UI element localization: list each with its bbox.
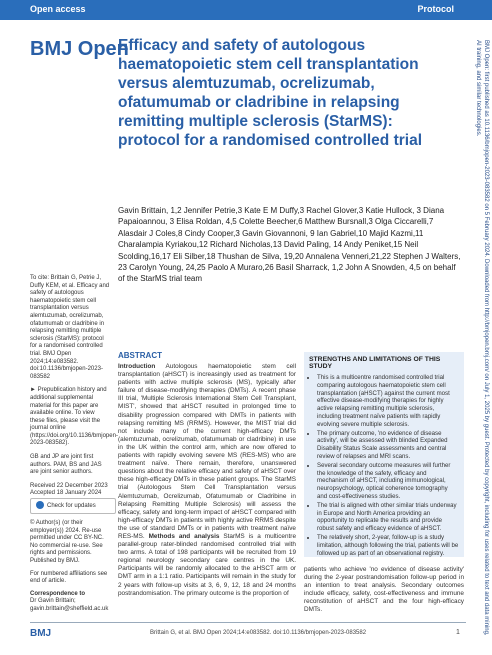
correspondence-email[interactable]: Dr Gavin Brittain; gavin.brittain@sheffield.ac.uk [30,598,109,612]
abstract-text [118,363,296,598]
author-list: Gavin Brittain, 1,2 Jennifer Petrie,3 Kate E M Duffy,3 Rachel Glover,3 Katie Hullock, 3 Diana Papaioannou, 3 Elisa Roldan, 4,5 Colette Beecher,6 Matthew Bursnall,3 Olga Ciccarelli,7 Alasdair J Coles,8 Cindy Cooper,3 Gavin Giovannoni, 9 Ian Gabriel,10 Majid Kazmi,11 Charalampia Kyriakou,12 Richard Nicholas,13 David Paling, 14 Andy Peniket,15 Neil Scolding,16,17 Eli Silber,18 Thushan de Silva, 19,20 Annalena Venneri,21,22 Stephen J Walters, 23 Carolyn Young, 24,25 Paolo A Muraro,26 Basil Sharrack, 1,2 John A Snowden, 4,5 on behalf of the StarMS trial team [118,206,461,284]
strength-item: • The trial is aligned with other similar trials underway in Europe and North America providing an opportunity to replicate the results and provide robust safety and efficacy evidence of aHSCT. [317,502,459,533]
abstract-heading: ABSTRACT [118,351,162,360]
accepted-date: Accepted 18 January 2024 [30,490,102,497]
article-type-label: Protocol [417,4,454,14]
affiliations-note: For numbered affiliations see end of article. [30,570,108,585]
update-icon [36,501,44,509]
strengths-list [304,374,464,557]
strength-item: • Several secondary outcome measures will further the knowledge of the safety, efficacy and mechanism of aHSCT, including immunological, neuropsychology, optical coherence tomography and cost-effectiveness studies. [317,462,459,501]
methods-text: StarMS is a multicentre parallel-group rater-blinded randomised controlled trial with two arms. A total of 198 participants will be recruited from 19 regional neurology secondary care centres in the UK. Participants will be randomly allocated to the aHSCT arm or DMT arm in a 1:1 ratio. Participants will remain in the study for 2 years with follow-up visits at 3, 6, 9, 12, 18 and 24 months postrandomisation. The primary outcome is the proportion of [118,532,296,597]
article-info-column [30,275,118,498]
strength-item: • The relatively short, 2-year, follow-up is a study limitation, although following the trial, patients will be followed up as part of an observational registry. [317,534,459,557]
strengths-box [304,352,464,557]
strengths-heading: STRENGTHS AND LIMITATIONS OF THIS STUDY [309,356,441,370]
side-download-notice [470,20,492,655]
citation-block: To cite: Brittain G, Petrie J, Duffy KEM, et al. Efficacy and safety of autologous haematopoietic stem cell transplantation versus alemtuzumab, ocrelizumab, ofatumumab or cladribine in relapsing remitting multiple sclerosis (StarMS): protocol for a randomised controlled trial. BMJ Open 2024;14:e083582. doi:10.1136/bmjopen-2023-083582 [30,275,110,380]
abstract-continued: patients who achieve 'no evidence of disease activity' during the 2-year postrandomisation follow-up period in an intention to treat analysis. Secondary outcomes include efficacy, safety, cost-effectiveness and immune reconstitution of aHSCT and the four high-efficacy DMTs. [304,566,464,614]
page-number: 1 [456,629,460,636]
copyright-text: © Author(s) (or their employer(s)) 2024. Re-use permitted under CC BY-NC. No commercial re-use. See rights and permissions. Published by BMJ. [30,520,104,564]
footer-divider [30,622,466,623]
strength-item: • The primary outcome, 'no evidence of disease activity', will be assessed with blinded Expanded Disability Status Scale assessments and central review of relapses and MRI scans. [317,430,459,461]
check-updates-label: Check for updates [47,503,96,509]
bmj-footer-logo: BMJ [30,628,52,639]
journal-logo: BMJ Open [30,38,129,60]
footer-citation: Brittain G, et al. BMJ Open 2024;14:e083582. doi:10.1136/bmjopen-2023-083582 [150,630,367,636]
joint-authors-note: GB and JP are joint first authors. PAM, BS and JAS are joint senior authors. [30,454,102,476]
side-download-text: BMJ Open: first published as 10.1136/bmjopen-2023-083582 on 5 February 2024. Downloaded from http://bmjopen.bmj.com/ on July 1, 2025 by guest. Protected by copyright, including for uses related to text and data mining, AI training, and similar technologies. [475,40,489,636]
strength-item: • This is a multicentre randomised controlled trial comparing autologous haematopoietic stem cell transplantation (aHSCT) against the current most effective disease-modifying therapies for highly active relapsing remitting multiple sclerosis, including treatment naïve patients with rapidly evolving severe multiple sclerosis. [317,374,459,429]
intro-text: Autologous haematopoietic stem cell transplantation (aHSCT) is increasingly used as treatment for patients with active multiple sclerosis (MS), typically after failure of disease-modifying therapies (DMTs). A recent phase III trial, 'Multiple Sclerosis International Stem Cell Transplant, MIST', showed that aHSCT resulted in prolonged time to disability progression compared with DMTs in patients with relapsing remitting MS (RRMS). However, the MIST trial did not include many of the current high-efficacy DMTs (alemtuzumab, ocrelizumab, ofatumumab or cladribine) in use in the UK within the control arm, which are now offered to patients with rapidly evolving severe MS (RES-MS) who are treatment naïve. There remain, therefore, unanswered questions about the relative efficacy and safety of aHSCT over these high-efficacy DMTs in these patient groups. The StarMS trial (Autologous Stem Cell Transplantation versus Alemtuzumab, Ocrelizumab, Ofatumumab or Cladribine in Relapsing Remitting Multiple Sclerosis) will assess the efficacy, safety and long-term impact of aHSCT compared with high-efficacy DMTs in patients with highly active RRMS despite the use of standard DMTs or in patients with treatment naïve RES-MS. [118,363,296,540]
article-title: Efficacy and safety of autologous haematopoietic stem cell transplantation versus alemtuzumab, ocrelizumab, ofatumumab or cladribine in relapsing remitting multiple sclerosis (StarMS): protocol for a randomised controlled trial [118,37,423,149]
correspondence-heading: Correspondence to [30,590,86,597]
header-bar [0,0,492,20]
check-for-updates-button[interactable] [30,498,116,514]
received-date: Received 22 December 2023 [30,482,108,489]
intro-label: Introduction [118,363,156,370]
methods-label: Methods and analysis [148,532,220,540]
prepub-note: ► Prepublication history and additional supplemental material for this paper are available online. To view these files, please visit the journal online (https://doi.org/10.1136/bmjopen-2023-083582). [30,387,118,447]
open-access-label: Open access [30,4,86,14]
copyright-column [30,520,110,614]
